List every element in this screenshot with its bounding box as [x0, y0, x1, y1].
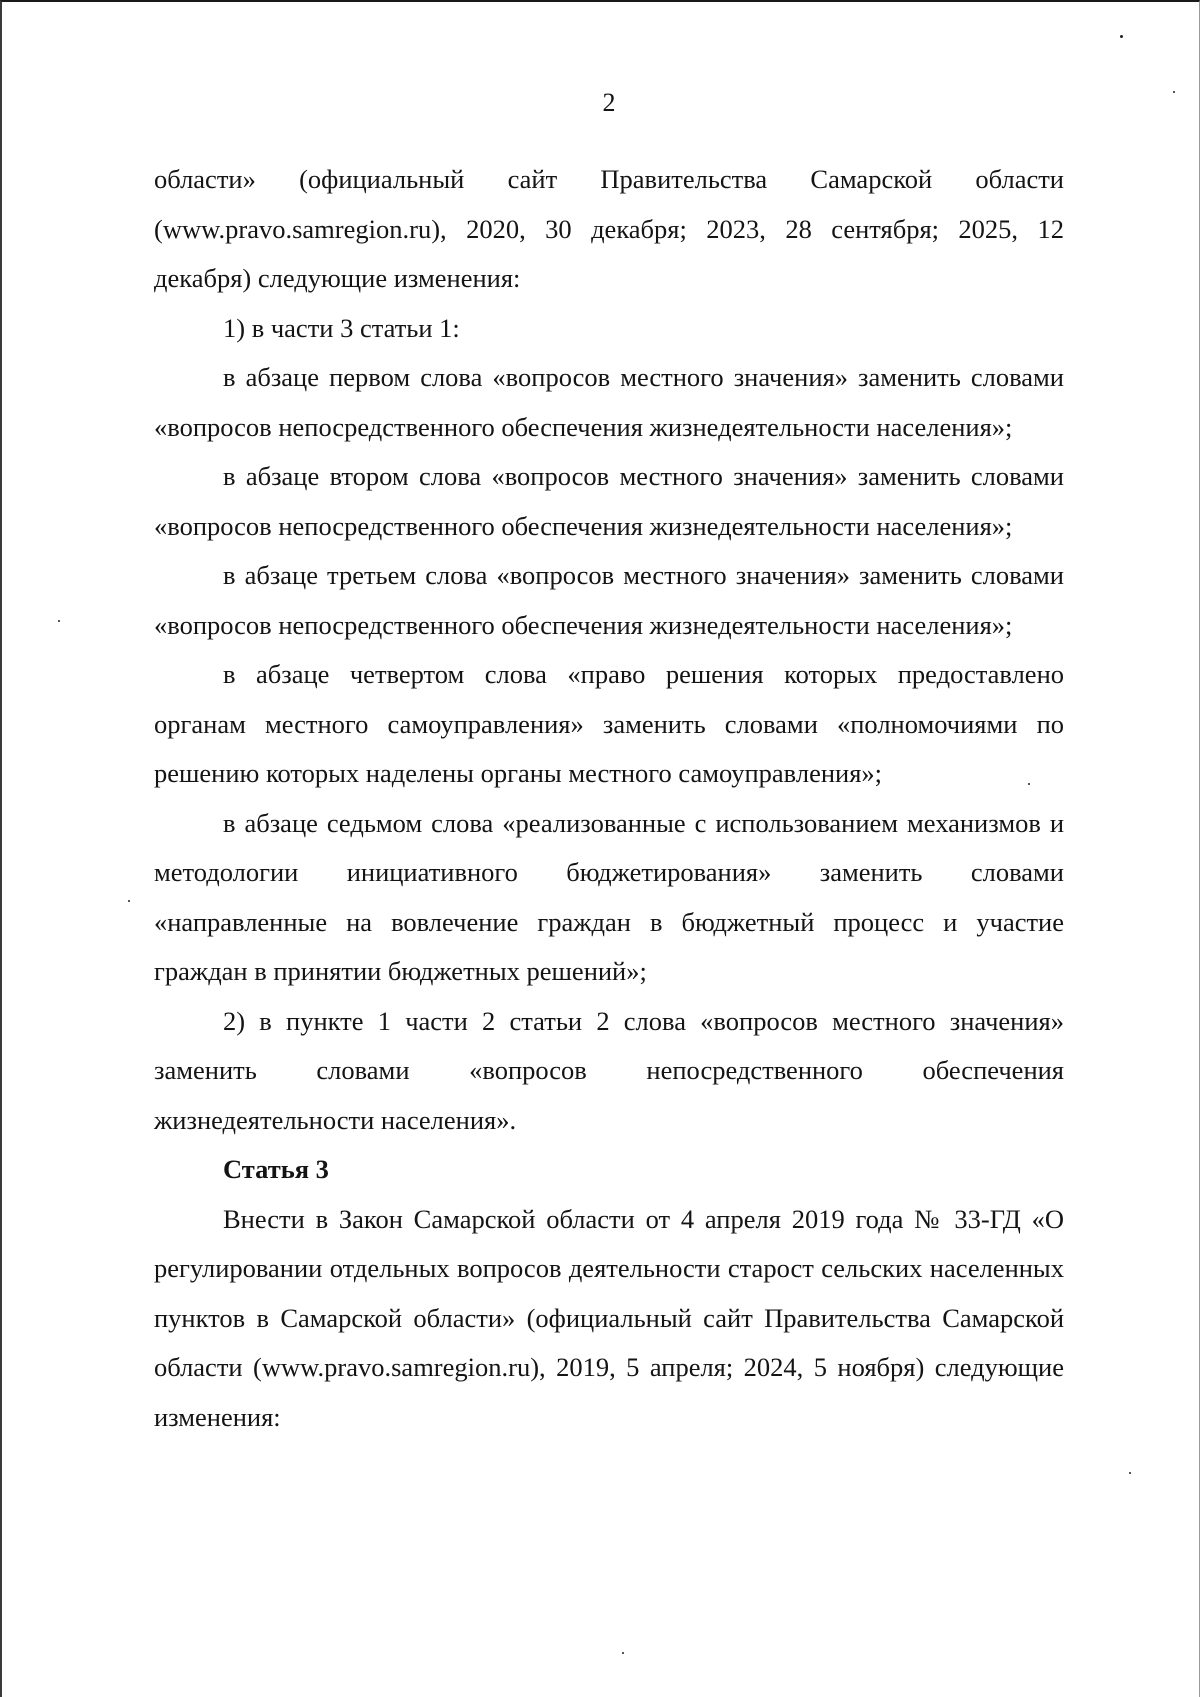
scan-speck [1173, 91, 1175, 93]
scan-speck [1120, 35, 1123, 38]
paragraph: 1) в части 3 статьи 1: [223, 312, 460, 343]
page-number: 2 [602, 88, 616, 117]
paragraph: области» (официальный сайт Правительства Самарской области (www.pravo.samregion.ru), 2020, 30 декабря; 2023, 28 сентября; 2025, 12 декабря) следующие изменения: [154, 164, 1064, 293]
document-body [154, 155, 1064, 1442]
scan-speck [58, 620, 60, 622]
paragraph: 2) в пункте 1 части 2 статьи 2 слова «вопросов местного значения» заменить словами «вопросов непосредственного обеспечения жизнедеятельности населения». [154, 1005, 1064, 1135]
scan-speck [128, 900, 130, 902]
scan-speck [622, 1652, 624, 1654]
scan-speck [1028, 783, 1030, 785]
paragraph: в абзаце первом слова «вопросов местного значения» заменить словами «вопросов непосредственного обеспечения жизнедеятельности населения»; [154, 362, 1064, 442]
paragraph: в абзаце третьем слова «вопросов местного значения» заменить словами «вопросов непосредственного обеспечения жизнедеятельности населения»; [154, 560, 1064, 640]
scan-speck [1129, 1472, 1131, 1474]
paragraph: в абзаце седьмом слова «реализованные с использованием механизмов и методологии инициативного бюджетирования» заменить словами «направленные на вовлечение граждан в бюджетный процесс и участие граждан в принятии бюджетных решений»; [154, 807, 1064, 986]
paragraph: в абзаце втором слова «вопросов местного значения» заменить словами «вопросов непосредственного обеспечения жизнедеятельности населения»; [154, 461, 1064, 541]
paragraph: в абзаце четвертом слова «право решения которых предоставлено органам местного самоуправления» заменить словами «полномочиями по решению которых наделены органы местного самоуправления»; [154, 659, 1064, 788]
article-heading: Статья 3 [223, 1154, 329, 1184]
paragraph: Внести в Закон Самарской области от 4 апреля 2019 года № 33-ГД «О регулировании отдельных вопросов деятельности старост сельских населенных пунктов в Самарской области» (официальный сайт Правительства Самарской области (www.pravo.samregion.ru), 2019, 5 апреля; 2024, 5 ноября) следующие изменения: [154, 1203, 1064, 1432]
